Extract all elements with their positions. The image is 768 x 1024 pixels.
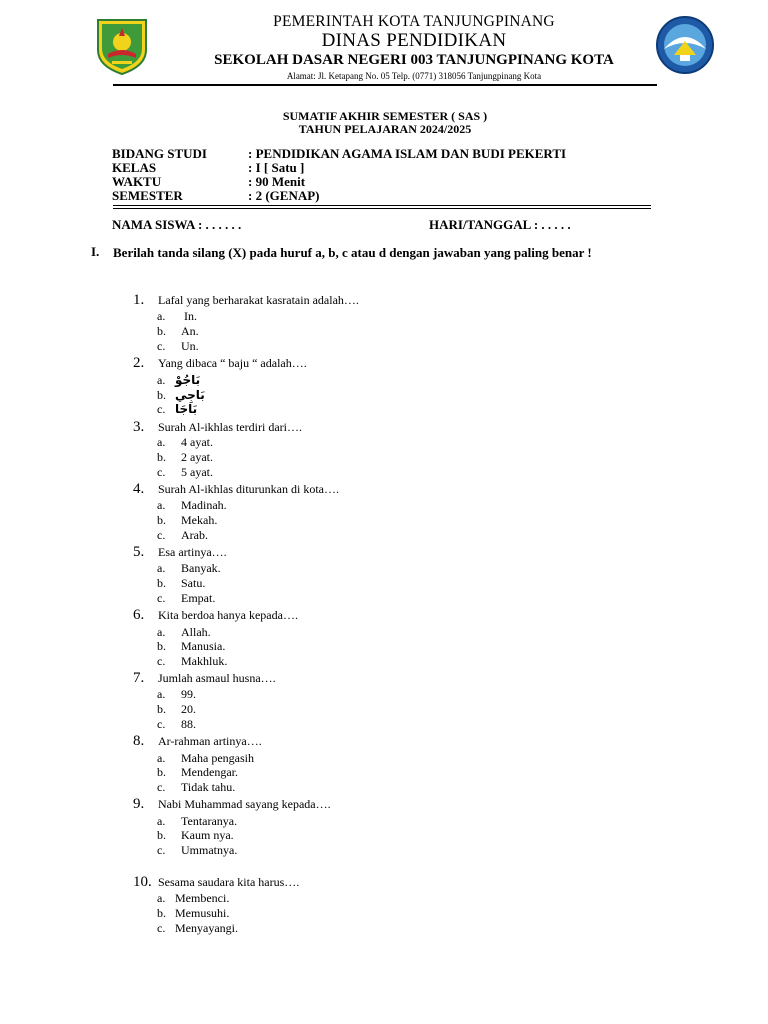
info-label: WAKTU [112,174,162,189]
option-text: Arab. [181,528,208,542]
option-text: Empat. [181,591,216,605]
option-text: بَاجِي [175,388,205,402]
info-row-time [112,175,305,189]
option-letter: b. [157,702,166,716]
info-label: KELAS [112,160,157,175]
question-5 [133,545,227,559]
option [157,828,234,842]
option [157,891,229,905]
school-address: Alamat: Jl. Ketapang No. 05 Telp. (0771) 318056 Tanjungpinang Kota [286,71,542,81]
option-letter: c. [157,780,166,794]
option-letter: a. [157,435,166,449]
option-letter: a. [157,309,166,323]
option-text: 5 ayat. [181,465,213,479]
option-letter: b. [157,450,166,464]
question-number: 4. [133,481,145,497]
option-text: 20. [181,702,196,716]
option-letter: b. [157,513,166,527]
question-text: Ar-rahman artinya…. [158,734,262,748]
section-number: I. [91,244,100,259]
option [157,309,197,323]
question-text: Esa artinya…. [158,545,227,559]
date-field: HARI/TANGGAL : . . . . . [429,217,571,232]
info-row-subject [112,147,566,161]
exam-title: SUMATIF AKHIR SEMESTER ( SAS ) [282,109,488,123]
question-7 [133,671,276,685]
question-text: Sesama saudara kita harus…. [158,875,300,889]
question-text: Surah Al-ikhlas terdiri dari…. [158,420,302,434]
exam-year: TAHUN PELAJARAN 2024/2025 [298,122,472,136]
option [157,906,229,920]
question-2 [133,356,307,370]
question-number: 10. [133,874,152,890]
option [157,435,213,449]
option [157,639,225,653]
option [157,591,215,605]
option [157,324,199,338]
option-letter: b. [157,576,166,590]
question-9 [133,797,331,811]
section-instruction: Berilah tanda silang (X) pada huruf a, b, c atau d dengan jawaban yang paling benar ! [113,245,592,260]
question-8 [133,734,262,748]
info-value: : 2 (GENAP) [248,188,320,203]
option-text: An. [181,324,199,338]
option-letter: a. [157,561,166,575]
question-text: Kita berdoa hanya kepada…. [158,608,298,622]
option-text: Tentaranya. [181,814,238,828]
info-label: BIDANG STUDI [112,146,207,161]
option-letter: b. [157,324,166,338]
option-text: Manusia. [181,639,226,653]
info-row-semester [112,189,320,203]
option-text: Mekah. [181,513,218,527]
question-text: Lafal yang berharakat kasratain adalah…. [158,293,359,307]
option-text: Membenci. [175,891,230,905]
info-value: : 90 Menit [248,174,306,189]
option [157,625,211,639]
option-text: Memusuhi. [175,906,230,920]
option-text: Satu. [181,576,206,590]
info-value: : I [ Satu ] [248,160,305,175]
question-3 [133,420,302,434]
question-4 [133,482,339,496]
option-letter: c. [157,843,166,857]
city-crest-logo [94,16,150,76]
info-label: SEMESTER [112,188,183,203]
option-letter: b. [157,828,166,842]
question-number: 6. [133,607,145,623]
option [157,765,238,779]
option [157,528,208,542]
option [157,339,199,353]
info-value: : PENDIDIKAN AGAMA ISLAM DAN BUDI PEKERTI [248,146,567,161]
option-text: بَاجَا [175,402,198,416]
question-10 [133,875,299,889]
option-text: Tidak tahu. [181,780,236,794]
option-text: 99. [181,687,196,701]
question-number: 5. [133,544,145,560]
option-letter: c. [157,921,166,935]
option-text: بَاجُوْ [175,373,201,387]
question-number: 3. [133,419,145,435]
option-letter: c. [157,465,166,479]
letterhead-divider [113,84,657,86]
school-name: SEKOLAH DASAR NEGERI 003 TANJUNGPINANG KOTA [214,52,614,68]
option [157,388,205,402]
option [157,561,221,575]
option-text: Kaum nya. [181,828,234,842]
info-row-class [112,161,304,175]
option [157,751,254,765]
option [157,921,238,935]
option [157,814,237,828]
option-letter: b. [157,639,166,653]
question-text: Surah Al-ikhlas diturunkan di kota…. [158,482,339,496]
government-name: PEMERINTAH KOTA TANJUNGPINANG [273,13,555,30]
option [157,687,196,701]
option-text: 88. [181,717,196,731]
option-letter: c. [157,528,166,542]
question-text: Jumlah asmaul husna…. [158,671,276,685]
option-letter: c. [157,591,166,605]
option-letter: c. [157,717,166,731]
option [157,780,235,794]
option [157,654,227,668]
option [157,450,213,464]
option-text: Banyak. [181,561,221,575]
option [157,402,197,416]
option-text: 4 ayat. [181,435,213,449]
option [157,576,205,590]
option-letter: b. [157,388,166,402]
option-letter: b. [157,906,166,920]
option-text: Madinah. [181,498,227,512]
option-text: Ummatnya. [181,843,238,857]
option [157,498,227,512]
question-text: Nabi Muhammad sayang kepada…. [158,797,331,811]
double-divider [113,205,651,209]
question-1 [133,293,359,307]
option-letter: b. [157,765,166,779]
option [157,702,196,716]
option-letter: a. [157,891,166,905]
option-text: Makhluk. [181,654,228,668]
option-text: Maha pengasih [181,751,254,765]
option-letter: a. [157,687,166,701]
student-name-field: NAMA SISWA : . . . . . . [112,217,242,232]
question-number: 1. [133,292,145,308]
option [157,843,237,857]
option-letter: c. [157,339,166,353]
option-text: Menyayangi. [175,921,238,935]
question-number: 8. [133,733,145,749]
option-letter: a. [157,751,166,765]
option [157,717,196,731]
option-letter: a. [157,814,166,828]
option-letter: a. [157,373,166,387]
department-name: DINAS PENDIDIKAN [321,30,507,51]
option-text: Mendengar. [181,765,238,779]
question-number: 2. [133,355,145,371]
option-letter: c. [157,654,166,668]
option [157,373,200,387]
question-text: Yang dibaca “ baju “ adalah…. [158,356,307,370]
option [157,465,213,479]
option-text: In. [181,309,197,323]
question-6 [133,608,298,622]
option-letter: c. [157,402,166,416]
option-text: Allah. [181,625,211,639]
option-letter: a. [157,625,166,639]
option-text: 2 ayat. [181,450,213,464]
option-letter: a. [157,498,166,512]
option-text: Un. [181,339,199,353]
question-number: 7. [133,670,145,686]
question-number: 9. [133,796,145,812]
option [157,513,217,527]
